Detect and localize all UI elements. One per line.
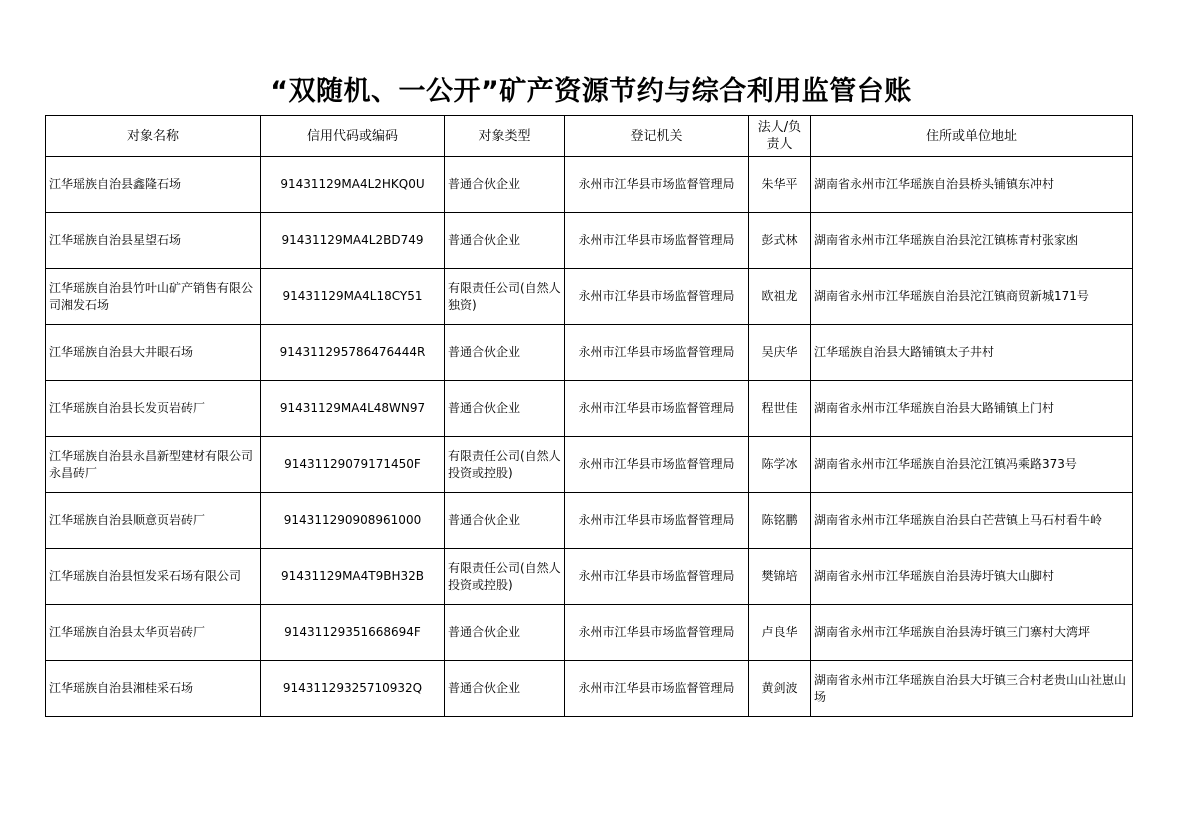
cell-object-name: 江华瑶族自治县湘桂采石场 bbox=[46, 661, 261, 717]
cell-credit-code: 91431129351668694F bbox=[261, 605, 445, 661]
cell-legal-representative: 程世佳 bbox=[749, 381, 811, 437]
cell-credit-code: 91431129325710932Q bbox=[261, 661, 445, 717]
ledger-table bbox=[45, 115, 1133, 717]
header-registration-authority: 登记机关 bbox=[565, 116, 749, 157]
cell-object-type: 普通合伙企业 bbox=[445, 325, 565, 381]
cell-registration-authority: 永州市江华县市场监督管理局 bbox=[565, 325, 749, 381]
cell-credit-code: 91431129MA4T9BH32B bbox=[261, 549, 445, 605]
cell-address: 湖南省永州市江华瑶族自治县涛圩镇大山脚村 bbox=[811, 549, 1133, 605]
cell-credit-code: 914311295786476444R bbox=[261, 325, 445, 381]
table-row bbox=[46, 213, 1133, 269]
cell-object-name: 江华瑶族自治县太华页岩砖厂 bbox=[46, 605, 261, 661]
table-row bbox=[46, 157, 1133, 213]
cell-registration-authority: 永州市江华县市场监督管理局 bbox=[565, 493, 749, 549]
table-row bbox=[46, 493, 1133, 549]
cell-object-type: 普通合伙企业 bbox=[445, 157, 565, 213]
cell-registration-authority: 永州市江华县市场监督管理局 bbox=[565, 437, 749, 493]
cell-credit-code: 91431129MA4L2HKQ0U bbox=[261, 157, 445, 213]
cell-legal-representative: 樊锦培 bbox=[749, 549, 811, 605]
cell-address: 湖南省永州市江华瑶族自治县涛圩镇三门寨村大湾坪 bbox=[811, 605, 1133, 661]
cell-registration-authority: 永州市江华县市场监督管理局 bbox=[565, 213, 749, 269]
cell-credit-code: 91431129079171450F bbox=[261, 437, 445, 493]
table-row bbox=[46, 605, 1133, 661]
cell-registration-authority: 永州市江华县市场监督管理局 bbox=[565, 549, 749, 605]
cell-object-name: 江华瑶族自治县星望石场 bbox=[46, 213, 261, 269]
cell-registration-authority: 永州市江华县市场监督管理局 bbox=[565, 157, 749, 213]
cell-legal-representative: 陈学冰 bbox=[749, 437, 811, 493]
cell-legal-representative: 欧祖龙 bbox=[749, 269, 811, 325]
cell-registration-authority: 永州市江华县市场监督管理局 bbox=[565, 661, 749, 717]
cell-object-type: 普通合伙企业 bbox=[445, 661, 565, 717]
cell-legal-representative: 朱华平 bbox=[749, 157, 811, 213]
cell-object-name: 江华瑶族自治县大井眼石场 bbox=[46, 325, 261, 381]
table-row bbox=[46, 661, 1133, 717]
cell-registration-authority: 永州市江华县市场监督管理局 bbox=[565, 381, 749, 437]
cell-object-type: 普通合伙企业 bbox=[445, 213, 565, 269]
header-object-type: 对象类型 bbox=[445, 116, 565, 157]
cell-object-name: 江华瑶族自治县恒发采石场有限公司 bbox=[46, 549, 261, 605]
cell-address: 湖南省永州市江华瑶族自治县大圩镇三合村老贵山山社崽山场 bbox=[811, 661, 1133, 717]
table-row bbox=[46, 269, 1133, 325]
cell-credit-code: 91431129MA4L18CY51 bbox=[261, 269, 445, 325]
header-object-name: 对象名称 bbox=[46, 116, 261, 157]
cell-object-type: 有限责任公司(自然人投资或控股) bbox=[445, 437, 565, 493]
cell-object-type: 普通合伙企业 bbox=[445, 381, 565, 437]
table-row bbox=[46, 325, 1133, 381]
cell-registration-authority: 永州市江华县市场监督管理局 bbox=[565, 269, 749, 325]
cell-legal-representative: 卢良华 bbox=[749, 605, 811, 661]
cell-legal-representative: 吴庆华 bbox=[749, 325, 811, 381]
cell-address: 湖南省永州市江华瑶族自治县大路铺镇上门村 bbox=[811, 381, 1133, 437]
cell-credit-code: 914311290908961000 bbox=[261, 493, 445, 549]
cell-object-name: 江华瑶族自治县鑫隆石场 bbox=[46, 157, 261, 213]
cell-object-name: 江华瑶族自治县长发页岩砖厂 bbox=[46, 381, 261, 437]
cell-registration-authority: 永州市江华县市场监督管理局 bbox=[565, 605, 749, 661]
header-address: 住所或单位地址 bbox=[811, 116, 1133, 157]
cell-legal-representative: 陈铭鹏 bbox=[749, 493, 811, 549]
cell-object-type: 有限责任公司(自然人投资或控股) bbox=[445, 549, 565, 605]
cell-address: 江华瑶族自治县大路铺镇太子井村 bbox=[811, 325, 1133, 381]
cell-legal-representative: 黄剑波 bbox=[749, 661, 811, 717]
cell-address: 湖南省永州市江华瑶族自治县白芒营镇上马石村看牛岭 bbox=[811, 493, 1133, 549]
cell-object-type: 普通合伙企业 bbox=[445, 605, 565, 661]
cell-credit-code: 91431129MA4L2BD749 bbox=[261, 213, 445, 269]
cell-object-name: 江华瑶族自治县竹叶山矿产销售有限公司湘发石场 bbox=[46, 269, 261, 325]
table-row bbox=[46, 437, 1133, 493]
cell-credit-code: 91431129MA4L48WN97 bbox=[261, 381, 445, 437]
table-row bbox=[46, 549, 1133, 605]
document-title: “双随机、一公开”矿产资源节约与综合利用监管台账 bbox=[270, 76, 912, 107]
table-header-row bbox=[46, 116, 1133, 157]
table-row bbox=[46, 381, 1133, 437]
cell-object-type: 有限责任公司(自然人独资) bbox=[445, 269, 565, 325]
cell-address: 湖南省永州市江华瑶族自治县桥头铺镇东冲村 bbox=[811, 157, 1133, 213]
cell-address: 湖南省永州市江华瑶族自治县沱江镇冯乘路373号 bbox=[811, 437, 1133, 493]
header-legal-representative: 法人/负责人 bbox=[749, 116, 811, 157]
cell-address: 湖南省永州市江华瑶族自治县沱江镇栋青村张家凼 bbox=[811, 213, 1133, 269]
cell-object-name: 江华瑶族自治县永昌新型建材有限公司永昌砖厂 bbox=[46, 437, 261, 493]
header-credit-code: 信用代码或编码 bbox=[261, 116, 445, 157]
cell-address: 湖南省永州市江华瑶族自治县沱江镇商贸新城171号 bbox=[811, 269, 1133, 325]
cell-legal-representative: 彭式林 bbox=[749, 213, 811, 269]
cell-object-type: 普通合伙企业 bbox=[445, 493, 565, 549]
cell-object-name: 江华瑶族自治县顺意页岩砖厂 bbox=[46, 493, 261, 549]
